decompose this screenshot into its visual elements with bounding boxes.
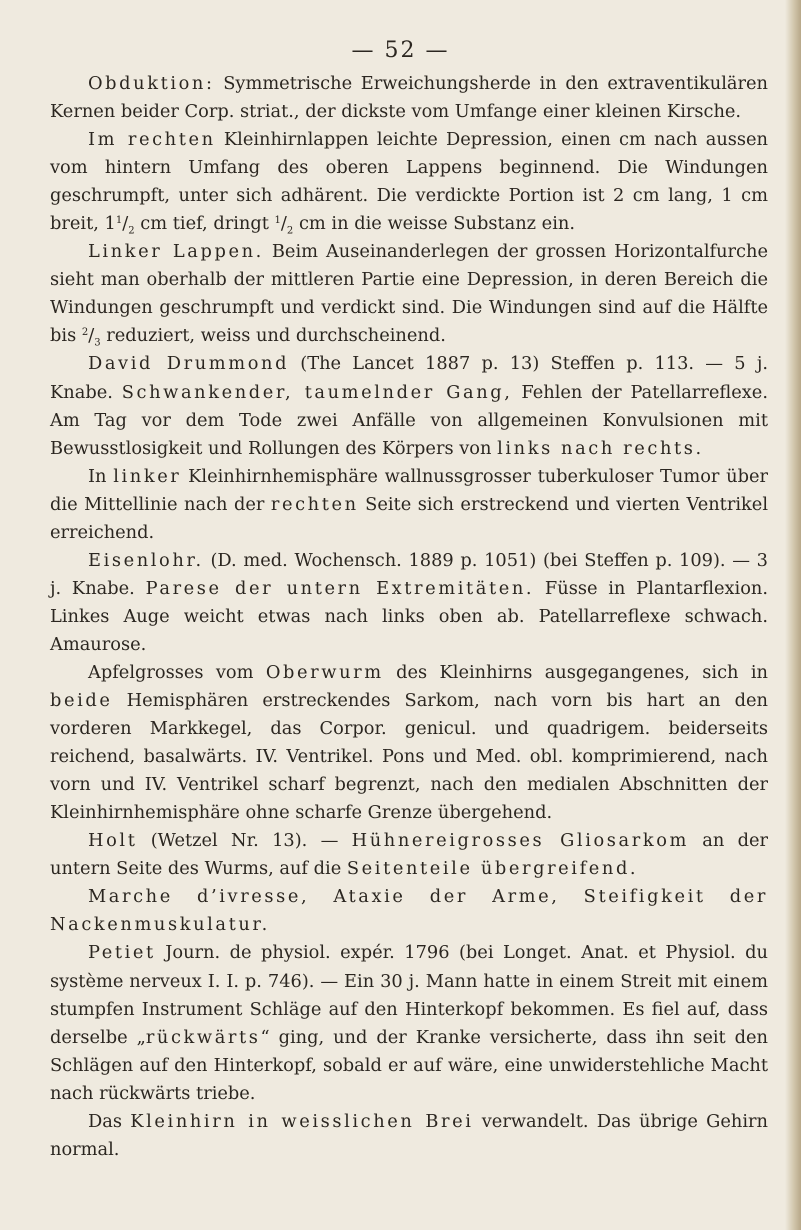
paragraph [50,659,768,827]
spaced-emphasis: Holt [88,830,138,852]
text-run: Füsse in Plantarflexion. Linkes Auge weicht etwas nach links oben ab. Patellarreflexe schwach. Amaurose. [50,577,769,655]
spaced-emphasis: Parese der untern Extremitäten. [145,577,535,599]
text-run: Fehlen der Patellarreflexe. Am Tag vor dem Tode zwei Anfälle von allgemeinen Konvulsionen mit Bewusstlosigkeit und Rollungen des Körpers von [50,381,768,459]
spaced-emphasis: rechten [270,493,359,515]
text-run: Hemisphären erstreckendes Sarkom, nach vorn bis hart an den vorderen Markkegel, das Corpor. genicul. und quadrigem. beiderseits reichend, basalwärts. IV. Ventrikel. Pons und Med. obl. komprimierend, nach vorn und IV. Ventrikel scharf begrenzt, nach den medialen Abschnitten der Kleinhirnhemisphäre ohne scharfe Grenze übergehend. [50,690,768,824]
text-run: Beim Auseinanderlegen der grossen Horizontalfurche sieht man oberhalb der mittleren Partie eine Depression, in deren Bereich die Windungen geschrumpft und verdickt sind. Die Windungen sind auf die Hälfte bis [50,241,768,347]
text-run: des Kleinhirns ausgegangenes, sich in [383,661,768,683]
spaced-emphasis: Kleinhirn in weisslichen Brei [130,1110,474,1132]
paragraph [50,883,768,939]
text-run: (D. med. Wochensch. 1889 p. 1051) (bei Steffen p. 109). — 3 j. Knabe. [50,549,768,599]
paragraph [50,463,768,547]
spaced-emphasis: linker [113,465,182,487]
text-run: an der untern Seite des Wurms, auf die [50,830,768,880]
spaced-emphasis: Seitenteile übergreifend. [346,858,639,880]
text-run: Seite sich erstreckend und vierten Ventrikel erreichend. [50,493,768,543]
paragraph [50,238,768,350]
superscript: 2 [81,327,89,339]
text-run: cm in die weisse Substanz ein. [293,213,575,235]
spaced-emphasis: Petiet [88,942,156,964]
text-run: Kleinhirnhemisphäre wallnussgrosser tuberkuloser Tumor über die Mittellinie nach der [50,465,768,515]
subscript: 2 [286,225,294,237]
spaced-emphasis: beide [50,690,113,712]
spaced-emphasis: links nach rechts. [497,437,704,459]
spaced-emphasis: Linker Lappen. [88,241,264,263]
text-run: verwandelt. Das übrige Gehirn normal. [50,1110,768,1160]
superscript: 1 [274,215,281,227]
paragraph [50,547,768,659]
page-edge-shadow [785,0,801,1230]
paragraph [50,350,768,462]
spaced-emphasis: rückwärts [145,1026,261,1048]
text-run: / [280,213,287,235]
text-run: Symmetrische Erweichungsherde in den extraventikulären Kernen beider Corp. striat., der dickste vom Umfange einer kleinen Kirsche. [50,73,768,123]
spaced-emphasis: Schwankender, taumelnder Gang, [121,381,513,403]
text-run: / [122,213,129,235]
paragraph [50,126,768,238]
text-run: Kleinhirnlappen leichte Depression, einen cm nach aussen vom hintern Umfang des oberen Lappens beginnend. Die Windungen geschrumpft, unter sich adhärent. Die verdickte Portion ist 2 cm lang, 1 cm breit, 1 [50,129,768,235]
spaced-emphasis: Oberwurm [265,661,384,683]
paragraph [50,70,768,126]
text-run: cm tief, dringt [134,213,275,235]
text-run: Das [88,1110,131,1132]
paragraph [50,939,768,1107]
text-run: Apfelgrosses vom [88,661,266,683]
spaced-emphasis: Marche d’ivresse, Ataxie der Arme, Steifigkeit der Nackenmuskulatur. [50,886,768,936]
spaced-emphasis: Obduktion: [88,73,215,94]
text-run: In [88,465,114,487]
subscript: 3 [94,337,101,349]
paragraph [50,827,768,883]
text-run: Journ. de physiol. expér. 1796 (bei Longet. Anat. et Physiol. du système nerveux I. I. p. 746). — Ein 30 j. Mann hatte in einem Streit mit einem stumpfen Instrument Schläge auf den Hinterkopf bekommen. Es fiel auf, dass derselbe „ [50,942,768,1048]
text-run: (Wetzel Nr. 13). — [137,830,352,852]
spaced-emphasis: Im rechten [88,129,216,151]
superscript: 1 [115,215,123,227]
page-number: — 52 — [351,38,450,63]
spaced-emphasis: Hühnereigrosses Gliosarkom [351,830,689,852]
spaced-emphasis: David Drummond [88,353,290,375]
body-text [50,70,768,1164]
paragraph [50,1108,768,1164]
text-run: “ ging, und der Kranke versicherte, dass ihn seit den Schlägen auf den Hinterkopf, sobald er auf wäre, eine unwiderstehliche Macht nach rückwärts triebe. [50,1026,768,1104]
spaced-emphasis: Eisenlohr. [88,549,204,571]
text-run: (The Lancet 1887 p. 13) Steffen p. 113. — 5 j. Knabe. [50,353,769,403]
text-run: reduziert, weiss und durchscheinend. [100,325,446,347]
text-run: / [88,325,95,347]
subscript: 2 [128,225,135,237]
